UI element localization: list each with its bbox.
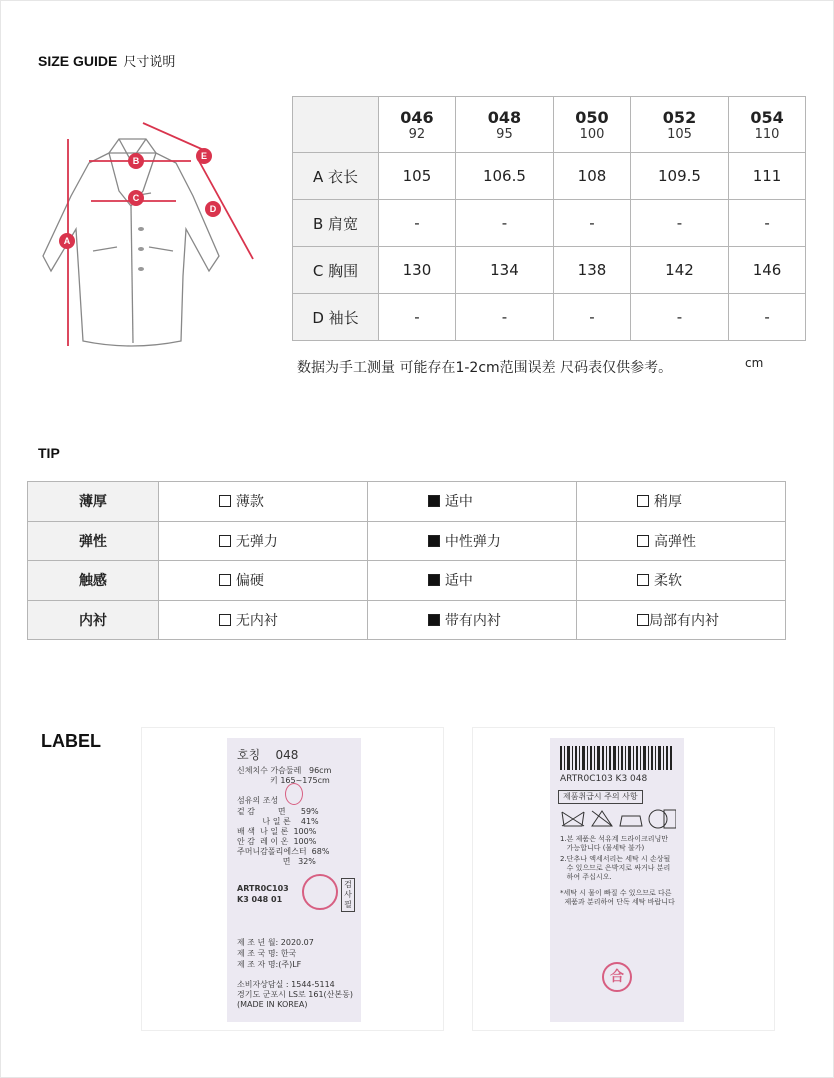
tag-line: 면 32% [237, 857, 316, 866]
tag-line: 나 일 론 41% [237, 817, 319, 826]
tag-line: 신체치수 가슴둘레 96cm [237, 766, 332, 775]
table-cell: 111 [729, 153, 806, 200]
tag-line: (MADE IN KOREA) [237, 1000, 308, 1009]
tag-line: 소비자상담실 : 1544-5114 [237, 980, 335, 989]
measurement-note: 数据为手工测量 可能存在1-2cm范围误差 尺码表仅供参考。 [297, 360, 673, 376]
checkbox-icon [219, 535, 231, 547]
tag-line: 배 색 나 일 론 100% [237, 827, 317, 836]
iron-icon [620, 816, 642, 826]
row-label: D 袖长 [293, 294, 379, 341]
svg-text:B: B [132, 156, 140, 166]
tip-option: 无弹力 [158, 521, 367, 561]
tag-line: 제 조 년 월: 2020.07 [237, 938, 314, 947]
table-cell: 146 [729, 247, 806, 294]
inspection-stamp [302, 874, 338, 910]
checkbox-checked-icon [428, 574, 440, 586]
checkbox-checked-icon [428, 495, 440, 507]
tag-line: K3 048 01 [237, 895, 283, 904]
label-back-photo [472, 727, 775, 1031]
size-table-header-row [293, 97, 806, 153]
table-cell: 138 [554, 247, 631, 294]
checkbox-checked-icon [428, 614, 440, 626]
table-cell: 130 [379, 247, 456, 294]
table-cell: - [554, 294, 631, 341]
checkbox-icon [219, 614, 231, 626]
tip-row-texture [28, 561, 786, 601]
tag-line: 하여 주십시오. [560, 873, 612, 881]
tag-line: 안 감 레 이 온 100% [237, 837, 317, 846]
care-symbols-icon [560, 808, 676, 830]
tip-row-lining [28, 600, 786, 640]
tag-line: 1.본 제품은 석유계 드라이크리닝만 [560, 835, 669, 843]
size-column-050: 050 100 [554, 97, 631, 153]
checkbox-checked-icon [428, 535, 440, 547]
svg-text:A: A [63, 236, 71, 246]
table-cell: - [630, 200, 728, 247]
care-tag-front [227, 738, 361, 1022]
size-column-052: 052 105 [630, 97, 728, 153]
checkbox-icon [637, 495, 649, 507]
table-cell: 109.5 [630, 153, 728, 200]
inspection-mark: 검사필 [341, 878, 355, 912]
tag-line: 가능합니다 (물세탁 불가) [560, 844, 645, 852]
table-cell: - [379, 200, 456, 247]
tip-option-selected: 中性弹力 [367, 521, 576, 561]
tip-option-selected: 适中 [367, 482, 576, 522]
tag-line: 겉 감 면 59% [237, 807, 319, 816]
tag-line: ARTR0C103 K3 048 [560, 774, 648, 784]
size-table [292, 96, 806, 341]
row-label: B 肩宽 [293, 200, 379, 247]
tip-option: 薄款 [158, 482, 367, 522]
tip-option-selected: 带有内衬 [367, 600, 576, 640]
tip-option: 柔软 [576, 561, 785, 601]
barcode-icon [560, 746, 674, 770]
tag-line: 경기도 군포시 LS로 161(산본동) [237, 990, 353, 999]
tip-option: 偏硬 [158, 561, 367, 601]
label-title: LABEL [41, 731, 101, 751]
size-table-corner [293, 97, 379, 153]
tag-line: ARTR0C103 [237, 884, 289, 893]
row-label: C 胸围 [293, 247, 379, 294]
table-cell: 142 [630, 247, 728, 294]
tip-row-thickness [28, 482, 786, 522]
table-cell: 106.5 [455, 153, 553, 200]
care-notice-title: 제품취급시 주의 사항 [558, 790, 643, 804]
tag-line: 2.단추나 액세서리는 세탁 시 손상될 [560, 855, 671, 863]
tag-line: 수 있으므로 은박지로 싸거나 분리 [560, 864, 671, 872]
tip-option: 稍厚 [576, 482, 785, 522]
table-cell: 134 [455, 247, 553, 294]
marker-b [128, 153, 144, 169]
tag-line: *세탁 시 물이 빠질 수 있으므로 다른 [560, 889, 672, 897]
tip-option: 高弹性 [576, 521, 785, 561]
size-column-054: 054 110 [729, 97, 806, 153]
checkbox-icon [637, 614, 649, 626]
svg-text:C: C [132, 193, 140, 203]
tip-row-elasticity [28, 521, 786, 561]
tag-line: 섬유의 조성 [237, 796, 279, 805]
tag-line: 주머니감폴리에스터 68% [237, 847, 330, 856]
tag-line: 제 조 국 명: 한국 [237, 949, 297, 958]
stamp-mark [285, 783, 303, 805]
table-cell: - [729, 200, 806, 247]
size-column-048: 048 95 [455, 97, 553, 153]
care-tag-back [550, 738, 684, 1022]
dry-square-icon [664, 810, 676, 828]
table-cell: - [554, 200, 631, 247]
checkbox-icon [219, 495, 231, 507]
tag-line: 키 165~175cm [237, 776, 330, 785]
size-guide-subtitle: 尺寸说明 [123, 55, 176, 70]
size-guide-title: SIZE GUIDE 尺寸说明 [38, 53, 176, 70]
unit-label: cm [745, 356, 764, 370]
tip-option: 局部有内衬 [576, 600, 785, 640]
checkbox-icon [637, 535, 649, 547]
size-row-length [293, 153, 806, 200]
tag-line: 제 조 자 명:(주)LF [237, 960, 302, 969]
size-row-chest [293, 247, 806, 294]
tip-label: 弹性 [28, 521, 159, 561]
marker-a [59, 233, 75, 249]
table-cell: - [455, 294, 553, 341]
tip-label: 内衬 [28, 600, 159, 640]
table-cell: - [630, 294, 728, 341]
tag-line: 호칭 048 [237, 748, 299, 762]
size-column-046: 046 92 [379, 97, 456, 153]
table-cell: 108 [554, 153, 631, 200]
svg-text:D: D [209, 204, 217, 214]
button-dots [138, 227, 144, 271]
table-cell: - [455, 200, 553, 247]
checkbox-icon [219, 574, 231, 586]
svg-text:E: E [200, 151, 208, 161]
size-row-sleeve [293, 294, 806, 341]
pass-stamp: 合 [602, 962, 632, 992]
tip-option: 无内衬 [158, 600, 367, 640]
table-cell: - [379, 294, 456, 341]
coat-diagram [31, 111, 271, 361]
tag-line: 제품과 분리하여 단독 세탁 바랍니다 [560, 898, 675, 906]
marker-e [196, 148, 212, 164]
tip-table [27, 481, 786, 640]
checkbox-icon [637, 574, 649, 586]
tip-option-selected: 适中 [367, 561, 576, 601]
tip-title: TIP [38, 445, 60, 461]
row-label: A 衣长 [293, 153, 379, 200]
size-row-shoulder [293, 200, 806, 247]
table-cell: 105 [379, 153, 456, 200]
tip-label: 触感 [28, 561, 159, 601]
table-cell: - [729, 294, 806, 341]
marker-d [205, 201, 221, 217]
measure-line-e [143, 123, 206, 151]
tip-label: 薄厚 [28, 482, 159, 522]
marker-c [128, 190, 144, 206]
label-front-photo [141, 727, 444, 1031]
